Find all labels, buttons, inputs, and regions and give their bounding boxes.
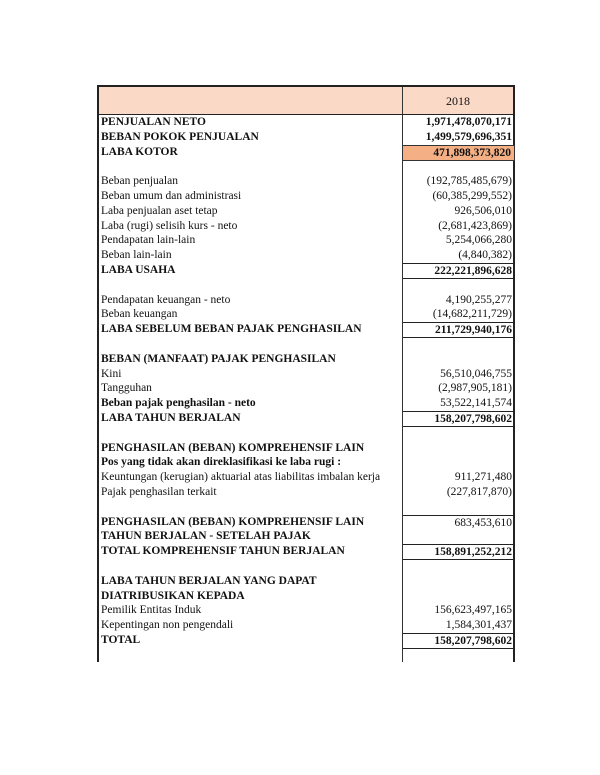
row-value: (60,385,299,552) xyxy=(432,189,512,202)
row-value: (192,785,485,679) xyxy=(426,175,512,188)
row-value: 56,510,046,755 xyxy=(440,367,512,380)
spacer-row xyxy=(99,426,515,441)
income-statement-table xyxy=(97,85,515,662)
table-row xyxy=(99,515,515,530)
row-label: Beban pajak penghasilan - neto xyxy=(101,397,256,410)
row-label: BEBAN (MANFAAT) PAJAK PENGHASILAN xyxy=(101,352,336,365)
table-row xyxy=(99,618,515,633)
row-label: TOTAL KOMPREHENSIF TAHUN BERJALAN xyxy=(101,545,345,558)
row-label: Tangguhan xyxy=(101,382,152,395)
table-row xyxy=(99,470,515,485)
spacer-row xyxy=(99,337,515,352)
spacer-row xyxy=(99,278,515,293)
row-value: (227,817,870) xyxy=(446,485,512,498)
table-row xyxy=(99,485,515,500)
table-row xyxy=(99,115,515,130)
table-row xyxy=(99,633,515,648)
table-row xyxy=(99,529,515,544)
table-row xyxy=(99,589,515,604)
row-value: 211,729,940,176 xyxy=(403,322,515,338)
row-label: LABA TAHUN BERJALAN xyxy=(101,411,241,424)
table-row xyxy=(99,455,515,470)
table-row xyxy=(99,130,515,145)
row-label: Laba (rugi) selisih kurs - neto xyxy=(101,219,238,232)
row-label: Laba penjualan aset tetap xyxy=(101,204,218,217)
row-value: 222,221,896,628 xyxy=(403,263,515,279)
table-row xyxy=(99,293,515,308)
row-value: 1,499,579,696,351 xyxy=(425,130,512,143)
row-label: LABA SEBELUM BEBAN PAJAK PENGHASILAN xyxy=(101,323,362,336)
row-value: 683,453,610 xyxy=(403,515,515,531)
table-row xyxy=(99,248,515,263)
table-row xyxy=(99,174,515,189)
table-row xyxy=(99,367,515,382)
table-body xyxy=(97,115,515,662)
table-row xyxy=(99,381,515,396)
row-label: Pemilik Entitas Induk xyxy=(101,604,202,617)
row-label: Beban lain-lain xyxy=(101,249,172,262)
year-column-header: 2018 xyxy=(402,87,513,114)
row-label: BEBAN POKOK PENJUALAN xyxy=(101,130,259,143)
row-label: Kini xyxy=(101,367,122,380)
row-value: (4,840,382) xyxy=(458,249,512,262)
table-row xyxy=(99,574,515,589)
row-label: LABA KOTOR xyxy=(101,145,178,158)
row-label: Pendapatan lain-lain xyxy=(101,234,196,247)
row-value: 1,584,301,437 xyxy=(445,619,512,632)
row-label: Kepentingan non pengendali xyxy=(101,619,234,632)
row-value: 5,254,066,280 xyxy=(445,234,512,247)
row-label: TAHUN BERJALAN - SETELAH PAJAK xyxy=(101,530,311,543)
table-row xyxy=(99,145,515,160)
table-row xyxy=(99,189,515,204)
table-row xyxy=(99,411,515,426)
row-label: DIATRIBUSIKAN KEPADA xyxy=(101,589,245,602)
table-row xyxy=(99,204,515,219)
row-value: 471,898,373,820 xyxy=(402,145,515,162)
table-row xyxy=(99,322,515,337)
table-row xyxy=(99,396,515,411)
table-row xyxy=(99,307,515,322)
row-label: LABA USAHA xyxy=(101,263,176,276)
row-value: (14,682,211,729) xyxy=(432,308,512,321)
row-label: Pos yang tidak akan direklasifikasi ke laba rugi : xyxy=(101,456,342,469)
row-value: 158,891,252,212 xyxy=(403,544,515,560)
table-header xyxy=(97,85,515,115)
row-label: Pendapatan keuangan - neto xyxy=(101,293,231,306)
table-row xyxy=(99,603,515,618)
row-value: 926,506,010 xyxy=(454,204,512,217)
table-row xyxy=(99,219,515,234)
row-label: Keuntungan (kerugian) aktuarial atas liabilitas imbalan kerja xyxy=(101,471,381,484)
table-row xyxy=(99,544,515,559)
row-label: Beban keuangan xyxy=(101,308,178,321)
table-row xyxy=(99,233,515,248)
row-value: 53,522,141,574 xyxy=(440,397,512,410)
table-row xyxy=(99,263,515,278)
spacer-row xyxy=(99,559,515,574)
row-label: TOTAL xyxy=(101,633,141,646)
row-label: PENJUALAN NETO xyxy=(101,116,206,128)
row-value: 4,190,255,277 xyxy=(445,293,512,306)
row-value: (2,987,905,181) xyxy=(438,382,512,395)
table-row xyxy=(99,441,515,456)
spacer-row xyxy=(99,648,515,663)
table-row xyxy=(99,352,515,367)
row-value: 158,207,798,602 xyxy=(403,633,515,649)
spacer-row xyxy=(99,159,515,174)
row-value: 158,207,798,602 xyxy=(403,411,515,427)
row-label: PENGHASILAN (BEBAN) KOMPREHENSIF LAIN xyxy=(101,515,365,528)
row-value: 911,271,480 xyxy=(454,471,512,484)
row-label: Beban penjualan xyxy=(101,175,178,188)
row-value: 1,971,478,070,171 xyxy=(425,116,512,128)
row-label: Beban umum dan administrasi xyxy=(101,189,242,202)
row-label: PENGHASILAN (BEBAN) KOMPREHENSIF LAIN xyxy=(101,441,365,454)
row-label: Pajak penghasilan terkait xyxy=(101,485,217,498)
spacer-row xyxy=(99,500,515,515)
row-value: (2,681,423,869) xyxy=(438,219,512,232)
row-value: 156,623,497,165 xyxy=(434,604,512,617)
row-label: LABA TAHUN BERJALAN YANG DAPAT xyxy=(101,574,317,587)
